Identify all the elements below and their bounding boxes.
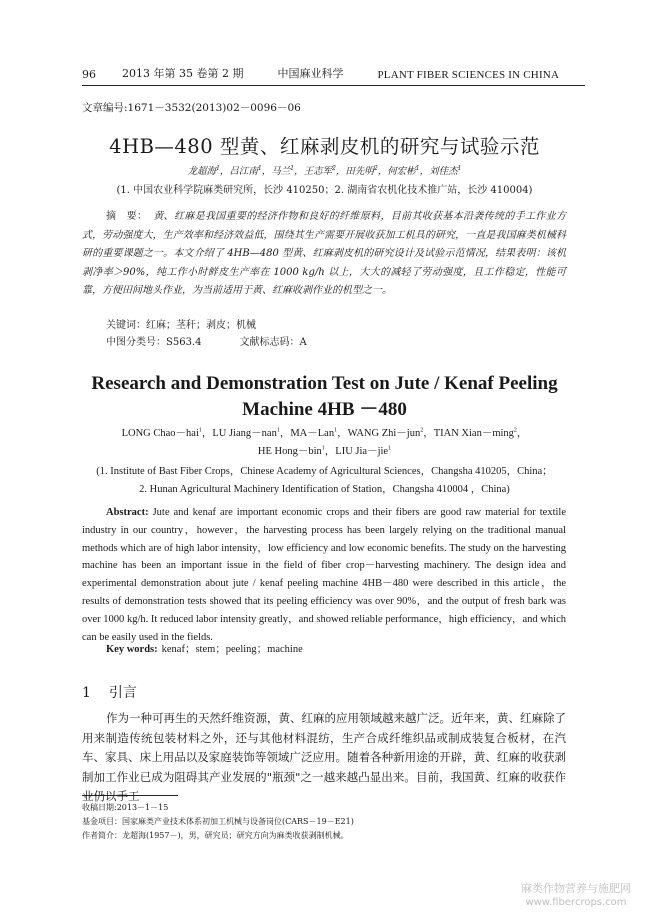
section-number: 1 bbox=[82, 685, 91, 701]
english-affiliations bbox=[0, 463, 649, 499]
watermark-text: 麻类作物营养与施肥网 bbox=[521, 882, 631, 895]
english-authors bbox=[0, 425, 649, 461]
issue-info: 2013 年第 35 卷第 2 期 bbox=[122, 67, 244, 80]
footnote-author-bio: 作者简介：龙超海(1957－)，男，研究员；研究方向为麻类收获剥制机械。 bbox=[82, 831, 349, 840]
english-title-line-2: Machine 4HB －480 bbox=[242, 399, 407, 420]
footnotes bbox=[82, 801, 566, 843]
chinese-abstract-label: 摘 要： bbox=[106, 211, 148, 222]
page-number: 96 bbox=[82, 68, 96, 81]
chinese-affiliations: (1. 中国农业科学院麻类研究所，长沙 410250；2. 湖南省农机化技术推广站，长沙 410004) bbox=[116, 185, 533, 196]
introduction-paragraph: 作为一种可再生的天然纤维资源，黄、红麻的应用领域越来越广泛。近年来，黄、红麻除了用来制造传统包装材料之外，还与其他材料混纺，生产合成纤维织品或制成装复合板材，在汽车、家具、床上用品以及家庭装饰等领域广泛应用。随着各种新用途的开辟，黄、红麻的收获剥制加工作业已成为阻碍其产业发展的"瓶颈"之一越来越凸显出来。目前，我国黄、红麻的收获作业仍以手工 bbox=[82, 711, 566, 803]
running-header bbox=[82, 66, 585, 86]
document-code: 文献标志码：A bbox=[239, 337, 307, 348]
chinese-title: 4HB—480 型黄、红麻剥皮机的研究与试验示范 bbox=[109, 135, 540, 158]
class-number: 中图分类号：S563.4 bbox=[106, 337, 202, 348]
journal-name-cn: 中国麻业科学 bbox=[277, 67, 344, 80]
english-abstract-text: Jute and kenaf are important economic crops and their fibers are good raw material for textile industry in our country，however，the harvesting process has been largely relying on the traditional manual methods which are of high labor intensity，low efficiency and low economic benefits. The study on the harvesting machine has been an important issue in the field of fiber crop－harvesting machinery. The design idea and experimental demonstration about jute / kenaf peeling machine 4HB－480 were described in this article，the results of demonstration tests showed that its peeling efficiency was over 90%，and the output of fresh bark was over 1000 kg/h. It reduced labor intensity greatly，and showed reliable performance，high efficiency，and which can be easily used in the fields. bbox=[82, 507, 566, 643]
english-abstract-label: Abstract: bbox=[106, 507, 149, 518]
english-authors-line-2: HE Hong－bin$^1$，LIU Jia－jie$^1$ bbox=[257, 445, 392, 457]
article-number: 文章编号:1671－3532(2013)02－0096－06 bbox=[82, 102, 301, 114]
english-title-line-1: Research and Demonstration Test on Jute / Kenaf Peeling bbox=[91, 373, 558, 394]
english-keywords-label: Key words: bbox=[106, 644, 158, 655]
english-abstract bbox=[82, 504, 566, 646]
chinese-authors: 龙超海$^1$，吕江南$^1$，马兰$^1$，王志军$^2$，田先明$^2$，何宏彬$^1$，刘佳杰$^1$ bbox=[187, 164, 462, 177]
chinese-abstract-text: 黄、红麻是我国重要的经济作物和良好的纤维原料，目前其收获基本沿袭传统的手工作业方式，劳动强度大，生产效率和经济效益低，围绕其生产需要开展收获加工机具的研究，一直是我国麻类机械科研的重要课题之一。本文介绍了 4HB—480 型黄、红麻剥皮机的研究设计及试验示范情况，结果表明：该机剥净率＞90%，纯工作小时鲜皮生产率在 1000 kg/h 以上，大大的减轻了劳动强度，且工作稳定，性能可靠，方便田间地头作业，为当前适用于黄、红麻收剥作业的机型之一。 bbox=[82, 211, 567, 296]
watermark-url: www.fibercrops.com bbox=[525, 897, 627, 908]
chinese-keywords: 关键词：红麻；茎秆；剥皮；机械 bbox=[106, 320, 256, 331]
section-title: 引言 bbox=[108, 685, 137, 701]
footnote-received: 收稿日期:2013－1－15 bbox=[82, 803, 169, 812]
english-title bbox=[0, 371, 649, 423]
footnote-fund: 基金项目：国家麻类产业技术体系初加工机械与设备岗位(CARS－19－E21) bbox=[82, 817, 354, 826]
english-keywords bbox=[106, 641, 303, 656]
english-affil-line-2: 2. Hunan Agricultural Machinery Identification of Station，Changsha 410004 ，China) bbox=[139, 484, 510, 495]
footnote-rule bbox=[82, 795, 178, 796]
english-affil-line-1: (1. Institute of Bast Fiber Crops，Chinese Academy of Agricultural Sciences，Changsha 410205，China； bbox=[96, 466, 553, 477]
english-authors-line-1: LONG Chao－hai$^1$，LU Jiang－nan$^1$，MA－Lan$^1$，WANG Zhi－jun$^2$，TIAN Xian－ming$^2$， bbox=[121, 427, 528, 439]
watermark bbox=[506, 882, 646, 910]
section-heading bbox=[82, 682, 137, 702]
journal-name-en: PLANT FIBER SCIENCES IN CHINA bbox=[377, 69, 560, 81]
chinese-abstract bbox=[82, 208, 566, 301]
classification-line bbox=[106, 333, 307, 348]
english-keywords-text: kenaf；stem；peeling；machine bbox=[161, 644, 303, 655]
